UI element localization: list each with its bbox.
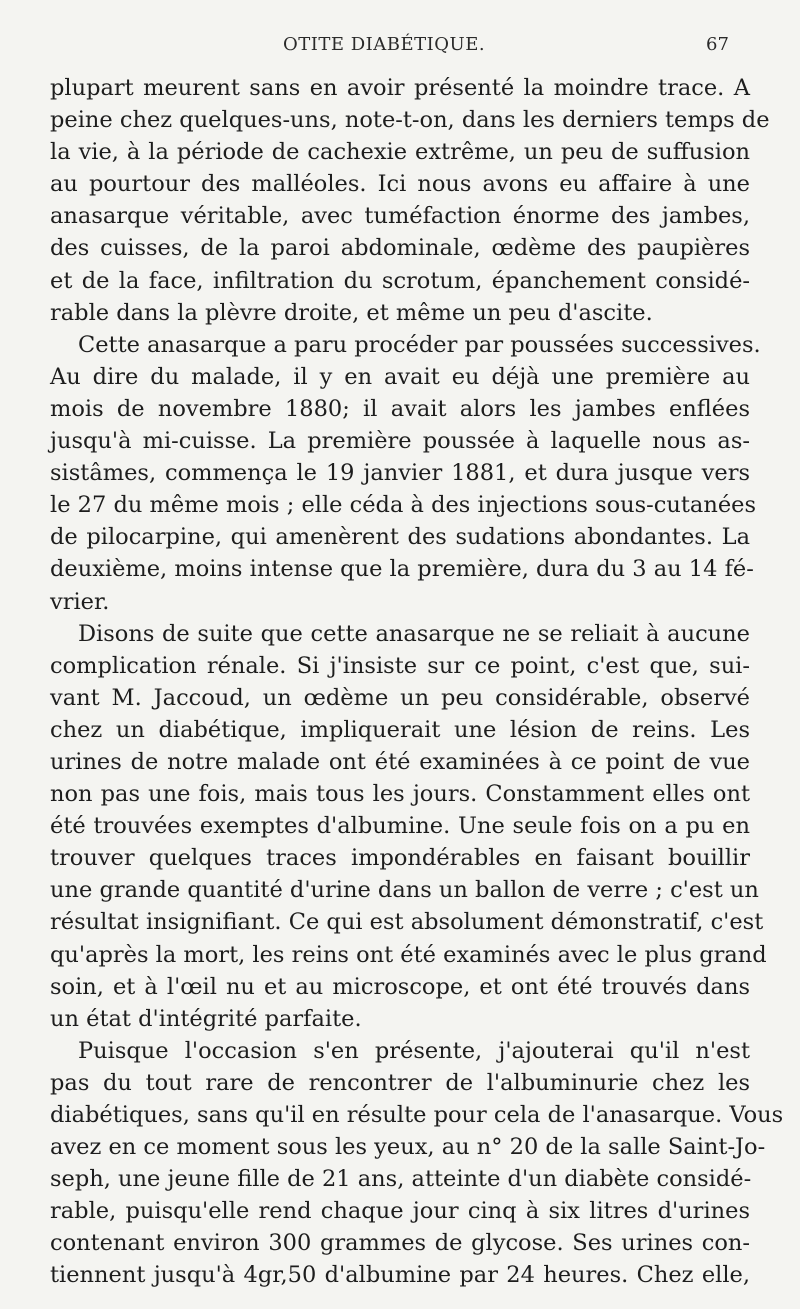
- text-line: rable dans la plèvre droite, et même un peu d'ascite.: [50, 299, 653, 326]
- text-line: vrier.: [50, 588, 110, 615]
- text-line: soin, et à l'œil nu et au microscope, et ont été trouvés dans: [50, 973, 750, 1000]
- text-line: avez en ce moment sous les yeux, au n° 20 de la salle Saint-Jo-: [50, 1134, 766, 1161]
- text-line: le 27 du même mois ; elle céda à des injections sous-cutanées: [50, 492, 757, 519]
- text-line: deuxième, moins intense que la première, dura du 3 au 14 fé-: [50, 556, 754, 583]
- text-line: et de la face, infiltration du scrotum, épanchement considé-: [50, 267, 750, 294]
- text-line: des cuisses, de la paroi abdominale, œdème des paupières: [50, 235, 750, 262]
- text-line: jusqu'à mi-cuisse. La première poussée à laquelle nous as-: [50, 428, 750, 455]
- text-line: pas du tout rare de rencontrer de l'albuminurie chez les: [50, 1069, 750, 1096]
- text-line: sistâmes, commença le 19 janvier 1881, et dura jusque vers: [50, 460, 750, 487]
- text-line: vant M. Jaccoud, un œdème un peu considérable, observé: [50, 684, 750, 711]
- page-number: 67: [706, 34, 729, 55]
- text-line: urines de notre malade ont été examinées à ce point de vue: [50, 748, 750, 775]
- text-line: diabétiques, sans qu'il en résulte pour cela de l'anasarque. Vous: [50, 1102, 784, 1128]
- text-line: Puisque l'occasion s'en présente, j'ajouterai qu'il n'est: [78, 1037, 750, 1064]
- text-line: qu'après la mort, les reins ont été examinés avec le plus grand: [50, 941, 767, 968]
- text-line: Disons de suite que cette anasarque ne se reliait à aucune: [78, 620, 750, 647]
- text-line: la vie, à la période de cachexie extrême, un peu de suffusion: [50, 139, 750, 166]
- text-line: Au dire du malade, il y en avait eu déjà une première au: [50, 363, 750, 390]
- text-line: seph, une jeune fille de 21 ans, atteinte d'un diabète considé-: [50, 1166, 752, 1193]
- text-line: été trouvées exemptes d'albumine. Une seule fois on a pu en: [50, 813, 750, 840]
- text-line: résultat insignifiant. Ce qui est absolument démonstratif, c'est: [50, 909, 764, 936]
- text-line: au pourtour des malléoles. Ici nous avons eu affaire à une: [50, 171, 750, 198]
- text-line: de pilocarpine, qui amenèrent des sudations abondantes. La: [50, 524, 750, 551]
- text-line: anasarque véritable, avec tuméfaction énorme des jambes,: [50, 203, 750, 230]
- text-line: tiennent jusqu'à 4gr,50 d'albumine par 24 heures. Chez elle,: [50, 1262, 750, 1289]
- page-header: [0, 34, 800, 64]
- text-line: chez un diabétique, impliquerait une lésion de reins. Les: [50, 716, 750, 743]
- running-title: OTITE DIABÉTIQUE.: [283, 34, 486, 55]
- text-line: non pas une fois, mais tous les jours. Constamment elles ont: [50, 781, 750, 808]
- text-line: contenant environ 300 grammes de glycose. Ses urines con-: [50, 1230, 750, 1257]
- text-line: une grande quantité d'urine dans un ballon de verre ; c'est un: [50, 877, 759, 904]
- text-line: plupart meurent sans en avoir présenté la moindre trace. A: [50, 75, 750, 101]
- text-line: mois de novembre 1880; il avait alors les jambes enflées: [50, 395, 750, 422]
- text-line: peine chez quelques-uns, note-t-on, dans les derniers temps de: [50, 107, 770, 134]
- text-line: un état d'intégrité parfaite.: [50, 1005, 362, 1032]
- text-line: Cette anasarque a paru procéder par poussées successives.: [78, 331, 761, 358]
- text-line: rable, puisqu'elle rend chaque jour cinq à six litres d'urines: [50, 1198, 750, 1225]
- text-line: trouver quelques traces impondérables en faisant bouillir: [50, 845, 750, 872]
- text-line: complication rénale. Si j'insiste sur ce point, c'est que, sui-: [50, 652, 750, 679]
- body-text: [50, 72, 784, 1292]
